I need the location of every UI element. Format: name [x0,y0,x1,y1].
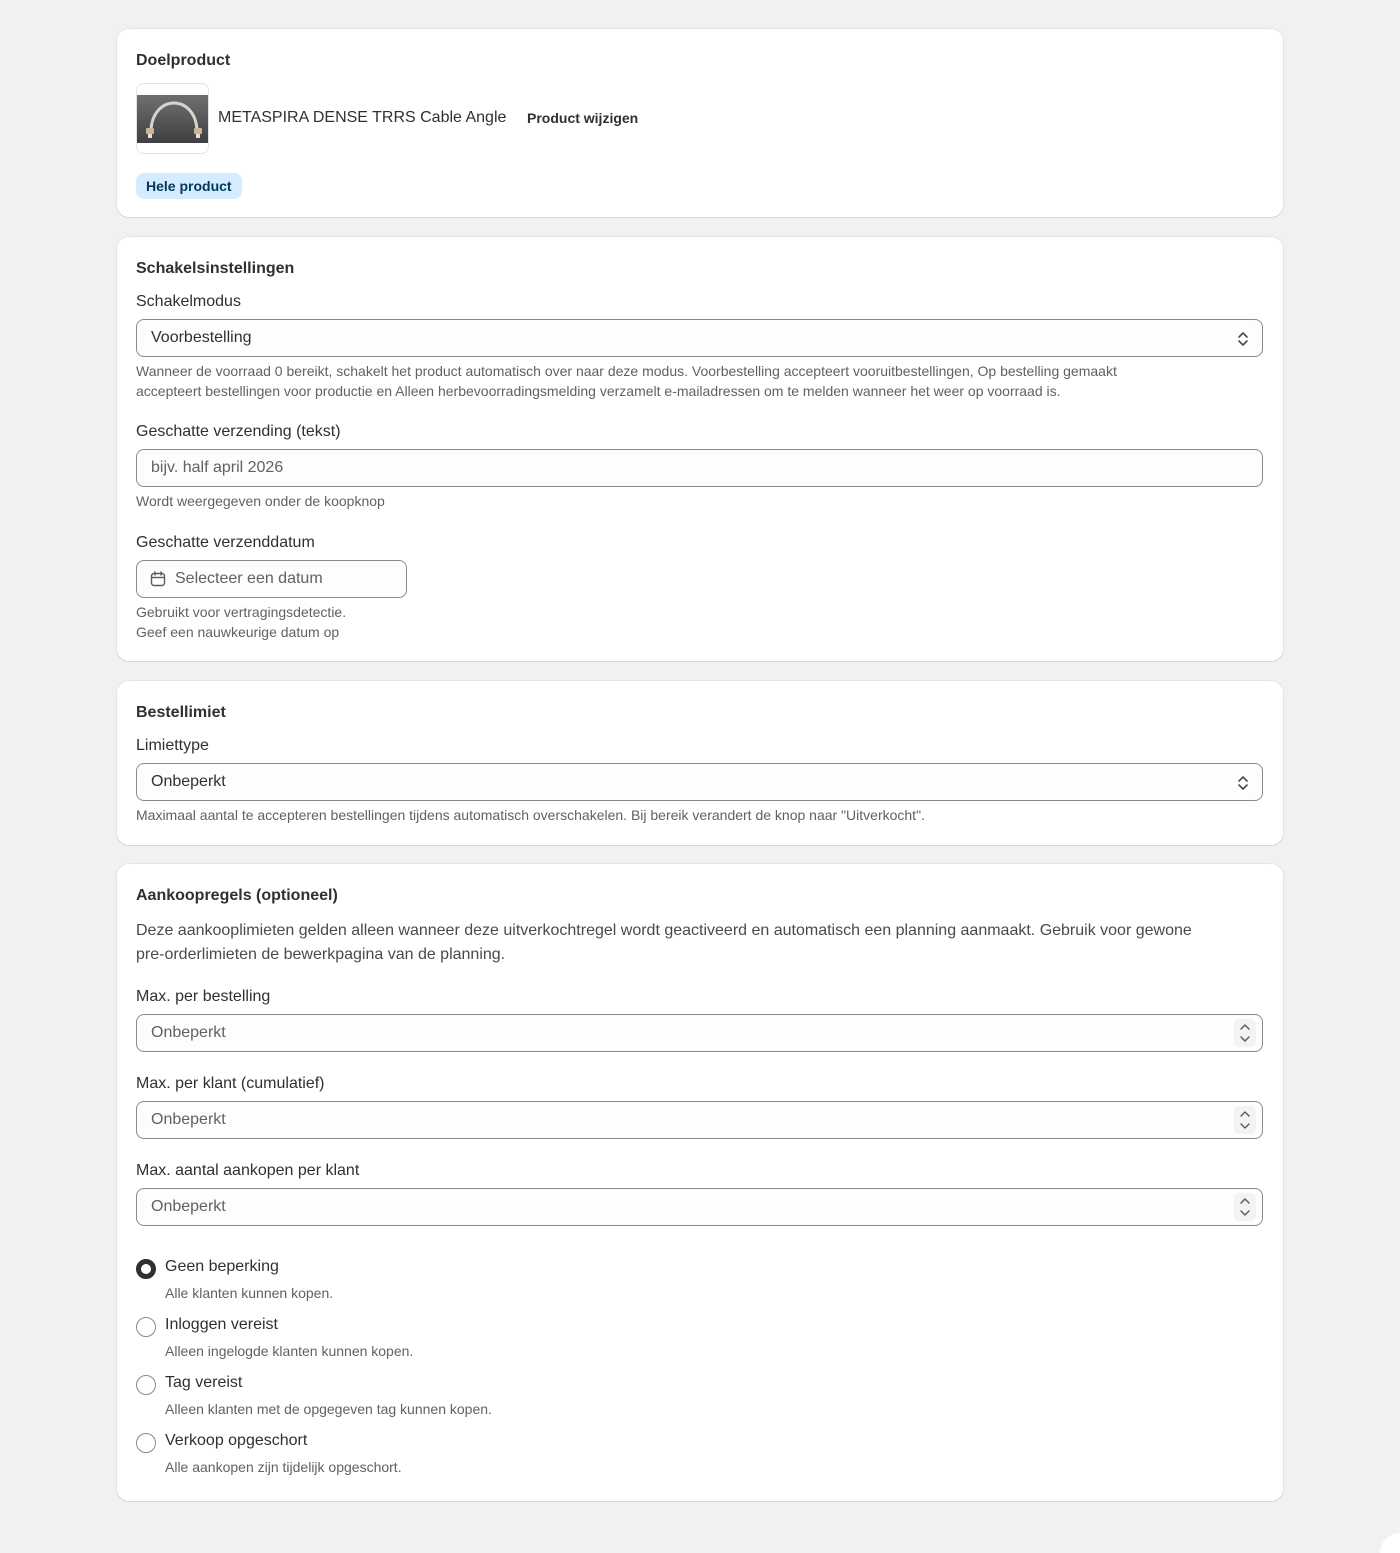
shipping-date-placeholder: Selecteer een datum [175,570,323,587]
radio-option-tag-required[interactable] [136,1372,836,1422]
number-stepper[interactable] [1234,1019,1256,1047]
number-stepper[interactable] [1234,1106,1256,1134]
switch-mode-label: Schakelmodus [136,293,241,310]
radio-help: Alleen klanten met de opgegeven tag kunnen kopen. [165,1401,492,1417]
product-thumbnail [136,83,209,154]
switch-mode-help-line-1: Wanneer de voorraad 0 bereikt, schakelt het product automatisch over naar deze modus. Voorbestelling accepteert vooruitbestellingen, Op bestelling gemaakt [136,363,1117,379]
switch-settings-card [117,237,1283,661]
switch-mode-value: Voorbestelling [151,329,252,346]
shipping-date-help-line-2: Geef een nauwkeurige datum op [136,623,340,640]
number-stepper[interactable] [1234,1193,1256,1221]
max-per-order-placeholder: Onbeperkt [151,1024,226,1041]
radio-option-login-required[interactable] [136,1314,836,1364]
whole-product-badge: Hele product [136,173,242,199]
purchase-rules-description-line-1: Deze aankooplimieten gelden alleen wanneer deze uitverkochtregel wordt geactiveerd en automatisch een planning aanmaakt. Gebruik voor gewone [136,922,1192,939]
radio-label: Verkoop opgeschort [165,1432,308,1449]
switch-mode-select[interactable] [136,319,1263,357]
stepper-arrows-icon [1234,1193,1256,1221]
shipping-date-label: Geschatte verzenddatum [136,534,315,551]
max-purchases-placeholder: Onbeperkt [151,1198,226,1215]
order-limit-title: Bestellimiet [136,704,226,721]
radio-button[interactable] [136,1375,156,1395]
purchase-rules-card [117,864,1283,1501]
limit-type-help: Maximaal aantal te accepteren bestellingen tijdens automatisch overschakelen. Bij bereik verandert de knop naar "Uitverkocht". [136,807,925,823]
radio-button[interactable] [136,1317,156,1337]
limit-type-select[interactable] [136,763,1263,801]
radio-option-sales-suspended[interactable] [136,1430,836,1480]
shipping-text-placeholder: bijv. half april 2026 [151,459,284,476]
product-name: METASPIRA DENSE TRRS Cable Angle [218,109,507,126]
switch-mode-help-line-2: accepteert bestellingen voor productie en Alleen herbevoorradingsmelding verzamelt e-mailadressen om te melden wanneer het weer op voorraad is. [136,382,1061,399]
change-product-button[interactable]: Product wijzigen [527,110,639,126]
target-product-title: Doelproduct [136,52,231,69]
radio-label: Geen beperking [165,1258,279,1275]
max-per-customer-placeholder: Onbeperkt [151,1111,226,1128]
stepper-arrows-icon [1234,1106,1256,1134]
purchase-rules-description [136,919,1266,967]
shipping-date-help [136,603,346,642]
select-arrows-icon [1236,330,1250,348]
shipping-text-help: Wordt weergegeven onder de koopknop [136,493,385,509]
shipping-date-picker[interactable] [136,560,407,598]
max-per-order-input[interactable] [136,1014,1263,1052]
order-limit-card [117,681,1283,845]
calendar-icon [150,571,166,587]
radio-label: Tag vereist [165,1374,243,1391]
switch-mode-help [136,362,1266,401]
max-purchases-input[interactable] [136,1188,1263,1226]
radio-button[interactable] [136,1433,156,1453]
radio-help: Alle klanten kunnen kopen. [165,1285,334,1301]
target-product-card [117,29,1283,217]
switch-settings-title: Schakelsinstellingen [136,260,295,277]
radio-help: Alle aankopen zijn tijdelijk opgeschort. [165,1459,402,1475]
radio-option-no-restriction[interactable] [136,1256,836,1306]
radio-label: Inloggen vereist [165,1316,278,1333]
shipping-text-input[interactable] [136,449,1263,487]
shipping-date-help-line-1: Gebruikt voor vertragingsdetectie. [136,604,347,620]
limit-type-value: Onbeperkt [151,773,226,790]
select-arrows-icon [1236,774,1250,792]
max-per-customer-input[interactable] [136,1101,1263,1139]
purchase-rules-description-line-2: pre-orderlimieten de bewerkpagina van de planning. [136,946,506,963]
max-per-order-label: Max. per bestelling [136,988,271,1005]
purchase-rules-title: Aankoopregels (optioneel) [136,887,338,904]
stepper-arrows-icon [1234,1019,1256,1047]
shipping-text-label: Geschatte verzending (tekst) [136,423,341,440]
window-corner [1380,1533,1400,1553]
radio-help: Alleen ingelogde klanten kunnen kopen. [165,1343,414,1359]
radio-button-checked[interactable] [136,1259,156,1279]
max-purchases-label: Max. aantal aankopen per klant [136,1162,360,1179]
max-per-customer-label: Max. per klant (cumulatief) [136,1075,325,1092]
limit-type-label: Limiettype [136,737,209,754]
